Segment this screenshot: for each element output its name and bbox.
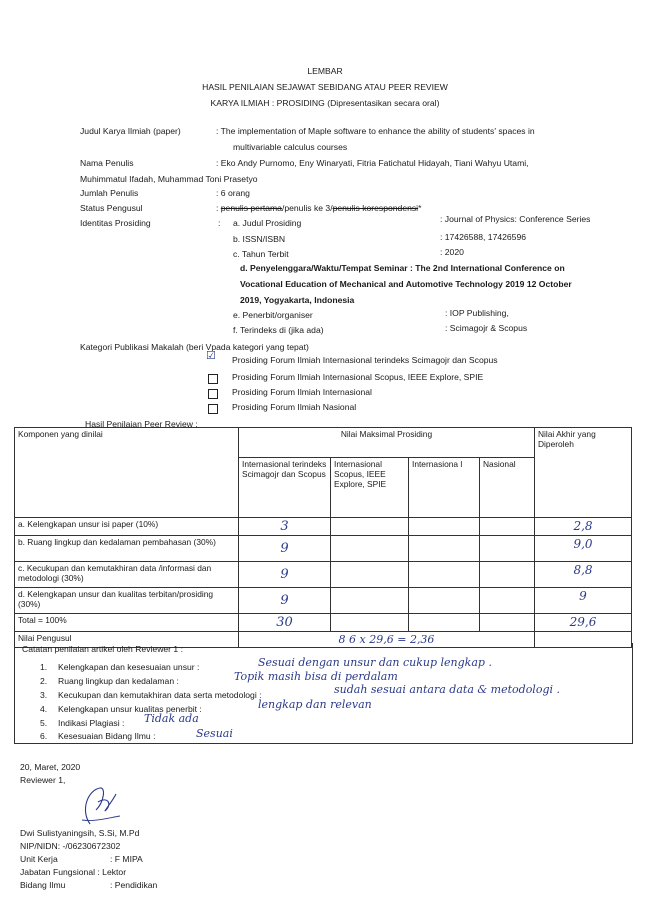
jumlah-label: Jumlah Penulis: [80, 188, 139, 198]
doc-subtitle: HASIL PENILAIAN SEJAWAT SEBIDANG ATAU PEER REVIEW: [202, 82, 448, 92]
judul-prosiding-value: : Journal of Physics: Conference Series: [440, 214, 591, 224]
doc-type: KARYA ILMIAH : PROSIDING (Dipresentasikan secara oral): [210, 98, 440, 108]
sign-nip: NIP/NIDN: -/06230672302: [20, 841, 121, 851]
kategori-option-2: Prosiding Forum Ilmiah Internasional Scopus, IEEE Explore, SPIE: [232, 372, 484, 382]
sign-bidang-value: : Pendidikan: [110, 880, 158, 890]
total-final: 29,6: [535, 614, 632, 632]
row-final-b: 9,0: [535, 536, 632, 562]
sign-unit-label: Unit Kerja: [20, 854, 58, 864]
note-num-3: 3.: [40, 690, 48, 700]
row-max-c: 9: [239, 562, 331, 588]
subcol-internasional: Internasiona l: [409, 458, 480, 518]
kategori-option-1: Prosiding Forum Ilmiah Internasional terindeks Scimagojr dan Scopus: [232, 355, 498, 365]
note-label-4: Kelengkapan unsur kualitas penerbit :: [58, 704, 202, 714]
subcol-scopus: Internasional terindeks Scimagojr dan Scopus: [239, 458, 331, 518]
issn-label: b. ISSN/ISBN: [233, 234, 286, 244]
col-komponen: Komponen yang dinilai: [15, 428, 239, 518]
judul-label: Judul Karya Ilmiah (paper): [80, 126, 181, 136]
signature-image: [60, 780, 150, 830]
row-final-d: 9: [535, 588, 632, 614]
identitas-colon: :: [218, 218, 221, 228]
nama-label: Nama Penulis: [80, 158, 134, 168]
kategori-label: Kategori Publikasi Makalah (beri Vpada kategori yang tepat): [80, 342, 309, 352]
grade-table: [14, 427, 632, 648]
note-hand-6: Sesuai: [196, 727, 233, 740]
checkbox-kategori-4[interactable]: [208, 404, 218, 414]
note-hand-5: Tidak ada: [144, 712, 199, 725]
status-label: Status Pengusul: [80, 203, 143, 213]
row-final-c: 8,8: [535, 562, 632, 588]
checkbox-kategori-3[interactable]: [208, 389, 218, 399]
seminar-line-1: d. Penyelenggara/Waktu/Tempat Seminar : The 2nd International Conference on: [240, 263, 565, 273]
sign-reviewer: Reviewer 1,: [20, 775, 66, 785]
nama-value-2: Muhimmatul Ifadah, Muhammad Toni Prasetyo: [80, 174, 258, 184]
row-max-b: 9: [239, 536, 331, 562]
row-label-a: a. Kelengkapan unsur isi paper (10%): [15, 518, 239, 536]
note-num-1: 1.: [40, 662, 48, 672]
total-label: Total = 100%: [15, 614, 239, 632]
row-label-c: c. Kecukupan dan kemutakhiran data /informasi dan metodologi (30%): [15, 562, 239, 588]
checkbox-kategori-2[interactable]: [208, 374, 218, 384]
note-num-5: 5.: [40, 718, 48, 728]
row-label-d: d. Kelengkapan unsur dan kualitas terbitan/prosiding (30%): [15, 588, 239, 614]
note-label-2: Ruang lingkup dan kedalaman :: [58, 676, 179, 686]
judul-prosiding-label: a. Judul Prosiding: [233, 218, 302, 228]
judul-value-2: multivariable calculus courses: [233, 142, 348, 152]
sign-name: Dwi Sulistyaningsih, S.Si, M.Pd: [20, 828, 140, 838]
seminar-line-2: Vocational Education of Mechanical and Automotive Technology 2019 12 October: [240, 279, 572, 289]
col-nilai-akhir: Nilai Akhir yang Diperoleh: [535, 428, 632, 518]
total-max: 30: [239, 614, 331, 632]
tahun-label: c. Tahun Terbit: [233, 249, 289, 259]
note-hand-1: Sesuai dengan unsur dan cukup lengkap .: [258, 656, 492, 669]
issn-value: : 17426588, 17426596: [440, 232, 527, 242]
row-final-a: 2,8: [535, 518, 632, 536]
kategori-option-4: Prosiding Forum Ilmiah Nasional: [232, 402, 357, 412]
kategori-option-3: Prosiding Forum Ilmiah Internasional: [232, 387, 372, 397]
note-num-4: 4.: [40, 704, 48, 714]
note-hand-4: lengkap dan relevan: [258, 698, 372, 711]
sign-unit-value: : F MIPA: [110, 854, 143, 864]
terindeks-label: f. Terindeks di (jika ada): [233, 325, 324, 335]
hasil-label: Hasil Penilaian Peer Review :: [85, 419, 198, 429]
doc-title: LEMBAR: [307, 66, 343, 76]
penerbit-value: : IOP Publishing,: [445, 308, 509, 318]
seminar-line-3: 2019, Yogyakarta, Indonesia: [240, 295, 355, 305]
row-max-a: 3: [239, 518, 331, 536]
status-value: : penulis pertama/penulis ke 3/penulis korespondensi*: [216, 203, 422, 213]
note-num-2: 2.: [40, 676, 48, 686]
check-icon[interactable]: ☑: [206, 350, 216, 362]
pengusul-label: Nilai Pengusul: [15, 632, 239, 648]
notes-title: Catatan penilaian artikel oleh Reviewer 1 :: [22, 644, 183, 654]
row-label-b: b. Ruang lingkup dan kedalaman pembahasan (30%): [15, 536, 239, 562]
jumlah-value: : 6 orang: [216, 188, 250, 198]
penerbit-label: e. Penerbit/organiser: [233, 310, 313, 320]
col-nilai-maks: Nilai Maksimal Prosiding: [239, 428, 535, 458]
note-hand-2: Topik masih bisa di perdalam: [234, 670, 398, 683]
subcol-nasional: Nasional: [480, 458, 535, 518]
row-max-d: 9: [239, 588, 331, 614]
sign-jabatan: Jabatan Fungsional : Lektor: [20, 867, 127, 877]
note-label-5: Indikasi Plagiasi :: [58, 718, 125, 728]
sign-bidang-label: Bidang Ilmu: [20, 880, 66, 890]
note-label-6: Kesesuaian Bidang Ilmu :: [58, 731, 156, 741]
pengusul-value: 8 6 x 29,6 = 2,36: [239, 632, 535, 648]
judul-value-1: : The implementation of Maple software to enhance the ability of students' spaces in: [216, 126, 535, 136]
identitas-label: Identitas Prosiding: [80, 218, 151, 228]
note-num-6: 6.: [40, 731, 48, 741]
nama-value-1: : Eko Andy Purnomo, Eny Winaryati, Fitria Fatichatul Hidayah, Tiani Wahyu Utami,: [216, 158, 529, 168]
sign-date: 20, Maret, 2020: [20, 762, 81, 772]
subcol-ieee: Internasional Scopus, IEEE Explore, SPIE: [331, 458, 409, 518]
terindeks-value: : Scimagojr & Scopus: [445, 323, 528, 333]
note-label-3: Kecukupan dan kemutakhiran data serta metodologi :: [58, 690, 262, 700]
tahun-value: : 2020: [440, 247, 464, 257]
note-label-1: Kelengkapan dan kesesuaian unsur :: [58, 662, 200, 672]
note-hand-3: sudah sesuai antara data & metodologi .: [334, 683, 561, 696]
